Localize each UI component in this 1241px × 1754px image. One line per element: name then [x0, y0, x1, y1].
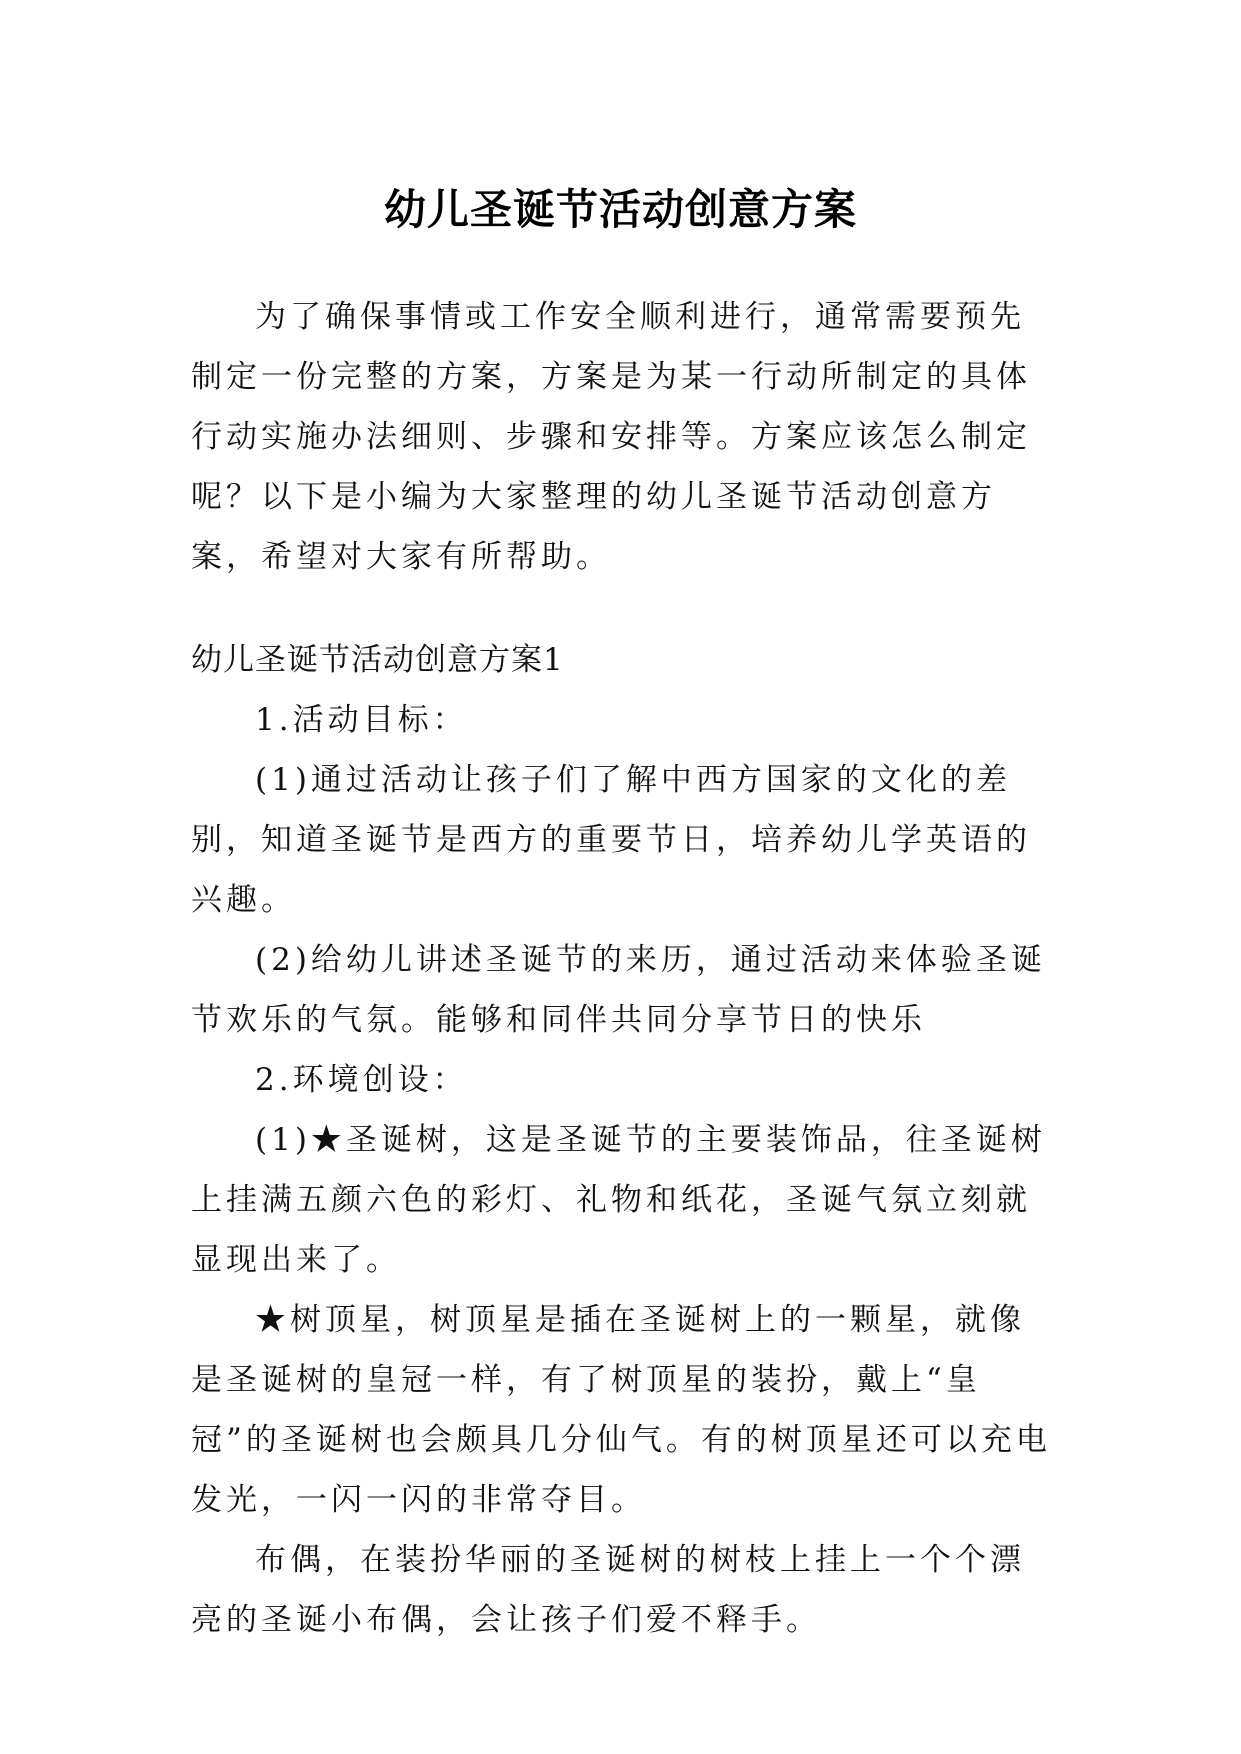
intro-paragraph: 为了确保事情或工作安全顺利进行，通常需要预先制定一份完整的方案，方案是为某一行动所制定的具体行动实施办法细则、步骤和安排等。方案应该怎么制定呢？以下是小编为大家整理的幼儿圣诞节活动创意方案，希望对大家有所帮助。 [191, 299, 1031, 575]
paragraph-goal-1: (1)通过活动让孩子们了解中西方国家的文化的差别，知道圣诞节是西方的重要节日，培养幼儿学英语的兴趣。 [191, 762, 1031, 918]
paragraph-puppets: 布偶，在装扮华丽的圣诞树的树枝上挂上一个个漂亮的圣诞小布偶，会让孩子们爱不释手。 [191, 1542, 1025, 1638]
document-title: 幼儿圣诞节活动创意方案 [383, 185, 857, 235]
paragraph-christmas-tree: (1)★圣诞树，这是圣诞节的主要装饰品，往圣诞树上挂满五颜六色的彩灯、礼物和纸花，圣诞气氛立刻就显现出来了。 [191, 1122, 1046, 1278]
paragraph-activity-goals-heading: 1.活动目标： [255, 702, 468, 738]
intro-section [191, 287, 1051, 587]
paragraph-tree-top-star: ★树顶星，树顶星是插在圣诞树上的一颗星，就像是圣诞树的皇冠一样，有了树顶星的装扮，戴上“皇冠”的圣诞树也会颇具几分仙气。有的树顶星还可以充电发光，一闪一闪的非常夺目。 [191, 1302, 1051, 1518]
content-section [191, 630, 1051, 1650]
paragraph-environment-heading: 2.环境创设： [255, 1062, 468, 1098]
section-title: 幼儿圣诞节活动创意方案1 [191, 642, 564, 678]
paragraph-goal-2: (2)给幼儿讲述圣诞节的来历，通过活动来体验圣诞节欢乐的气氛。能够和同伴共同分享节日的快乐 [191, 942, 1046, 1038]
